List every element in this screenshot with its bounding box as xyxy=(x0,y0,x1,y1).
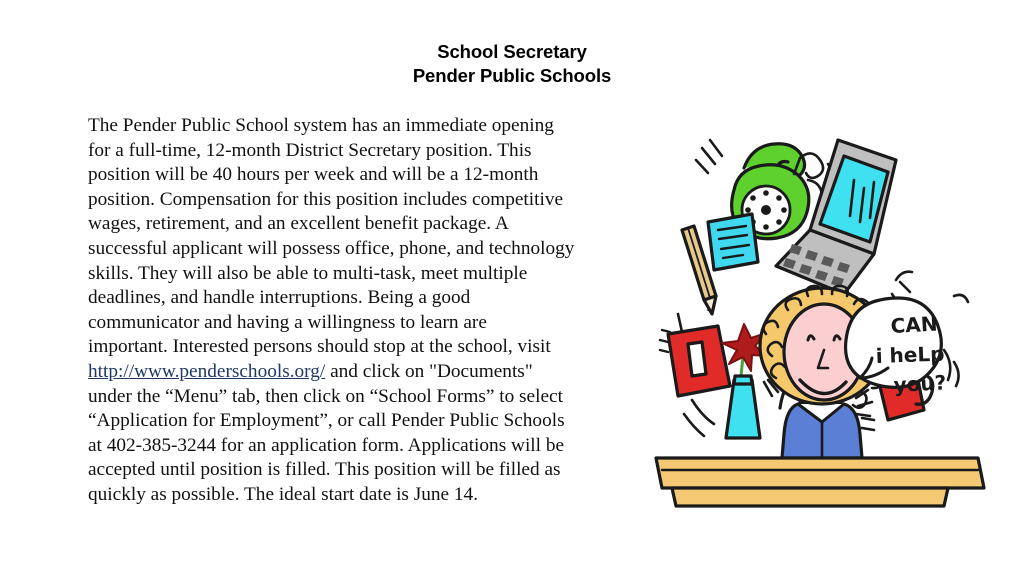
body-line: important. Interested persons should stop at the school, visit xyxy=(88,336,551,358)
title-line-job: School Secretary xyxy=(437,41,587,62)
page-title xyxy=(0,40,1024,87)
bubble-line-2: i heLp xyxy=(875,341,945,368)
body-line: for a full-time, 12-month District Secretary position. This xyxy=(88,139,532,161)
body-line: position will be 40 hours per week and will be a 12-month xyxy=(88,164,539,186)
motion-line-pencil xyxy=(678,314,682,332)
body-line: skills. They will also be able to multi-task, meet multiple xyxy=(88,262,528,284)
motion-lines-vase xyxy=(684,400,714,436)
body-line-with-link xyxy=(88,360,648,385)
bubble-line-3: you? xyxy=(893,370,947,397)
paper-sheet-icon xyxy=(708,214,758,270)
secretary-clipart-illustration xyxy=(648,118,1018,508)
book-icon xyxy=(660,326,730,396)
motion-lines-topleft xyxy=(696,140,722,173)
body-line: wages, retirement, and an excellent benefit package. A xyxy=(88,213,509,235)
bubble-line-1: CAN xyxy=(890,311,939,338)
body-line: at 402-385-3244 for an application form. Applications will be xyxy=(88,434,565,456)
job-description-text xyxy=(88,114,648,508)
body-line: successful applicant will possess office, phone, and technology xyxy=(88,237,575,259)
website-link[interactable]: http://www.penderschools.org/ xyxy=(88,360,326,382)
body-line: under the “Menu” tab, then click on “School Forms” to select xyxy=(88,385,563,407)
title-line-organization: Pender Public Schools xyxy=(412,65,612,86)
body-line: position. Compensation for this position includes competitive xyxy=(88,188,564,210)
body-line: deadlines, and handle interruptions. Being a good xyxy=(88,287,471,309)
body-line: “Application for Employment”, or call Pender Public Schools xyxy=(88,410,565,432)
body-line: quickly as possible. The ideal start date is June 14. xyxy=(88,483,479,505)
clipart-svg xyxy=(648,118,1018,508)
body-line: communicator and having a willingness to learn are xyxy=(88,311,487,333)
body-line: The Pender Public School system has an immediate opening xyxy=(88,115,554,136)
body-line: accepted until position is filled. This position will be filled as xyxy=(88,459,561,481)
body-text-after-link: and click on "Documents" xyxy=(325,360,533,382)
desk xyxy=(656,458,984,506)
